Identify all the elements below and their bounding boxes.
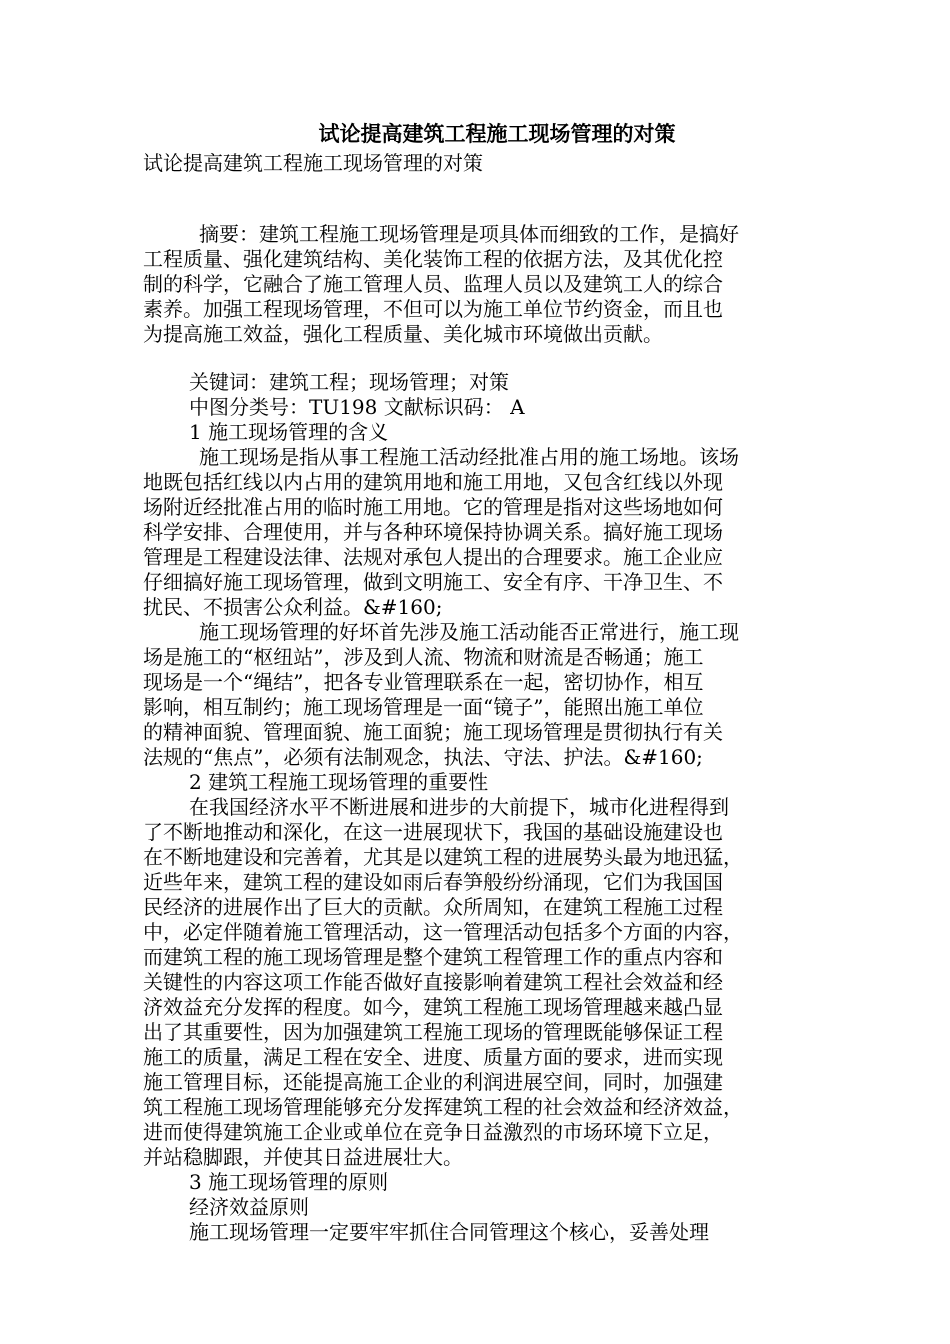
paragraph-line: 场是施工的“枢纽站”，涉及到人流、物流和财流是否畅通；施工 xyxy=(143,645,704,669)
document-title: 试论提高建筑工程施工现场管理的对策 xyxy=(318,121,676,146)
paragraph-line: 而建筑工程的施工现场管理是整个建筑工程管理工作的重点内容和 xyxy=(143,945,723,969)
keywords: 关键词：建筑工程；现场管理；对策 xyxy=(189,370,509,394)
paragraph-line: 筑工程施工现场管理能够充分发挥建筑工程的社会效益和经济效益， xyxy=(143,1095,743,1119)
paragraph-line: 法规的“焦点”，必须有法制观念，执法、守法、护法。&#160; xyxy=(143,745,703,769)
paragraph-line: 施工的质量，满足工程在安全、进度、质量方面的要求，进而实现 xyxy=(143,1045,723,1069)
paragraph-line: 影响，相互制约；施工现场管理是一面“镜子”，能照出施工单位 xyxy=(143,695,704,719)
spacer xyxy=(143,176,807,222)
paragraph-line: 施工现场是指从事工程施工活动经批准占用的施工场地。该场 xyxy=(199,445,739,469)
paragraph-line: 在不断地建设和完善着，尤其是以建筑工程的进展势头最为地迅猛， xyxy=(143,845,743,869)
paragraph-line: 进而使得建筑施工企业或单位在竞争日益激烈的市场环境下立足， xyxy=(143,1120,723,1144)
paragraph-line: 场附近经批准占用的临时施工用地。它的管理是指对这些场地如何 xyxy=(143,495,723,519)
section-heading: 3 施工现场管理的原则 xyxy=(189,1170,389,1194)
paragraph xyxy=(143,620,807,770)
paragraph-line: 出了其重要性，因为加强建筑工程施工现场的管理既能够保证工程 xyxy=(143,1020,723,1044)
paragraph-line: 现场是一个“绳结”，把各专业管理联系在一起，密切协作，相互 xyxy=(143,670,704,694)
paragraph-line: 在我国经济水平不断进展和进步的大前提下，城市化进程得到 xyxy=(189,795,729,819)
paragraph-line: 关键性的内容这项工作能否做好直接影响着建筑工程社会效益和经 xyxy=(143,970,723,994)
paragraph-line: 施工现场管理一定要牢牢抓住合同管理这个核心，妥善处理 xyxy=(189,1220,709,1244)
abstract-line: 为提高施工效益，强化工程质量、美化城市环境做出贡献。 xyxy=(143,322,663,346)
paragraph-line: 扰民、不损害公众利益。&#160; xyxy=(143,595,443,619)
paragraph-line: 中，必定伴随着施工管理活动，这一管理活动包括多个方面的内容， xyxy=(143,920,743,944)
paragraph-line: 仔细搞好施工现场管理，做到文明施工、安全有序、干净卫生、不 xyxy=(143,570,723,594)
paragraph-line: 地既包括红线以内占用的建筑用地和施工用地，又包含红线以外现 xyxy=(143,470,723,494)
paragraph xyxy=(143,795,807,1170)
abstract-line: 制的科学，它融合了施工管理人员、监理人员以及建筑工人的综合 xyxy=(143,272,723,296)
paragraph-line: 并站稳脚跟，并使其日益进展壮大。 xyxy=(143,1145,463,1169)
spacer xyxy=(143,347,807,370)
subsection-heading: 经济效益原则 xyxy=(189,1195,309,1219)
paragraph-line: 施工管理目标，还能提高施工企业的利润进展空间，同时，加强建 xyxy=(143,1070,723,1094)
paragraph xyxy=(143,445,807,620)
document-subtitle: 试论提高建筑工程施工现场管理的对策 xyxy=(143,151,483,175)
abstract-line: 工程质量、强化建筑结构、美化装饰工程的依据方法，及其优化控 xyxy=(143,247,723,271)
paragraph-line: 民经济的进展作出了巨大的贡献。众所周知，在建筑工程施工过程 xyxy=(143,895,723,919)
paragraph-line: 了不断地推动和深化，在这一进展现状下，我国的基础设施建设也 xyxy=(143,820,723,844)
classification: 中图分类号：TU198 文献标识码： A xyxy=(189,395,525,419)
paragraph-line: 济效益充分发挥的程度。如今，建筑工程施工现场管理越来越凸显 xyxy=(143,995,723,1019)
paragraph-line: 近些年来，建筑工程的建设如雨后春笋般纷纷涌现，它们为我国国 xyxy=(143,870,723,894)
paragraph-line: 的精神面貌、管理面貌、施工面貌；施工现场管理是贯彻执行有关 xyxy=(143,720,723,744)
document-page xyxy=(143,118,807,1245)
abstract-line: 摘要：建筑工程施工现场管理是项具体而细致的工作，是搞好 xyxy=(199,222,739,246)
abstract-line: 素养。加强工程现场管理，不但可以为施工单位节约资金，而且也 xyxy=(143,297,723,321)
paragraph-line: 科学安排、合理使用，并与各种环境保持协调关系。搞好施工现场 xyxy=(143,520,723,544)
abstract xyxy=(143,222,807,347)
section-heading: 2 建筑工程施工现场管理的重要性 xyxy=(189,770,489,794)
paragraph-line: 管理是工程建设法律、法规对承包人提出的合理要求。施工企业应 xyxy=(143,545,723,569)
paragraph-line: 施工现场管理的好坏首先涉及施工活动能否正常进行，施工现 xyxy=(199,620,739,644)
section-heading: 1 施工现场管理的含义 xyxy=(189,420,389,444)
